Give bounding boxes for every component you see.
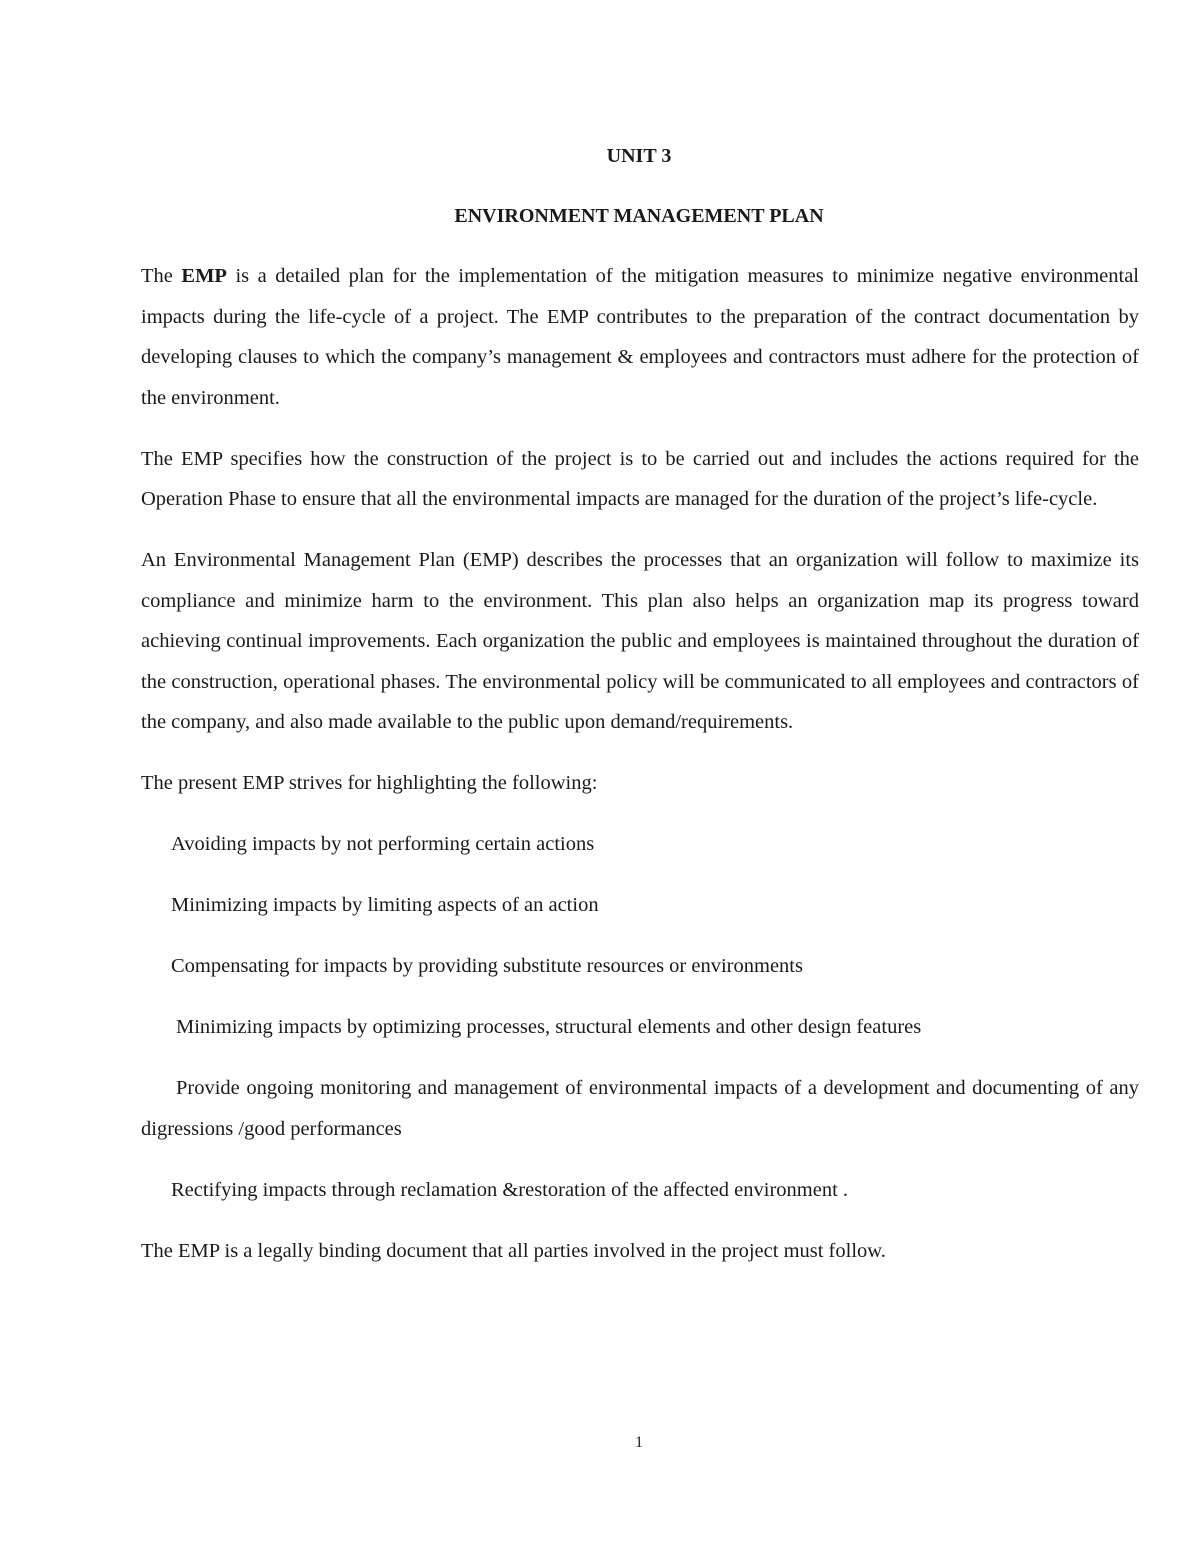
paragraph-emp-construction: The EMP specifies how the construction of the project is to be carried out and includes the actions required for the Operation Phase to ensure that all the environmental impacts are managed for the duration of the project’s life-cycle.	[141, 447, 1139, 510]
emp-bold-term: EMP	[181, 265, 227, 287]
document-body	[141, 256, 1139, 1292]
list-item: Minimizing impacts by optimizing processes, structural elements and other design features	[176, 1016, 922, 1038]
paragraph-emp-definition	[141, 256, 1139, 418]
list-item: Compensating for impacts by providing substitute resources or environments	[171, 955, 803, 977]
closing-paragraph: The EMP is a legally binding document that all parties involved in the project must follow.	[141, 1239, 886, 1262]
list-item: Rectifying impacts through reclamation &restoration of the affected environment .	[171, 1178, 849, 1201]
list-item-text: Provide ongoing monitoring and management of environmental impacts of a development and documenting of any digressions /good performances	[141, 1077, 1139, 1140]
list-item: Avoiding impacts by not performing certain actions	[171, 833, 595, 855]
list-item	[141, 1068, 1139, 1149]
list-item: Minimizing impacts by limiting aspects of an action	[171, 894, 599, 916]
page-number: 1	[635, 1434, 643, 1451]
paragraph-body-text: is a detailed plan for the implementation of the mitigation measures to minimize negative environmental impacts during the life-cycle of a project. The EMP contributes to the preparation of the contract documentation by developing clauses to which the company’s management & employees and contractors must adhere for the protection of the environment.	[141, 265, 1139, 409]
list-intro: The present EMP strives for highlighting the following:	[141, 772, 598, 794]
paragraph-lead-text: The	[141, 265, 182, 287]
document-title: ENVIRONMENT MANAGEMENT PLAN	[454, 205, 824, 227]
unit-heading: UNIT 3	[606, 145, 672, 167]
paragraph-emp-description: An Environmental Management Plan (EMP) describes the processes that an organization will follow to maximize its compliance and minimize harm to the environment. This plan also helps an organization map its progress toward achieving continual improvements. Each organization the public and employees is maintained throughout the duration of the construction, operational phases. The environmental policy will be communicated to all employees and contractors of the company, and also made available to the public upon demand/requirements.	[141, 549, 1139, 733]
